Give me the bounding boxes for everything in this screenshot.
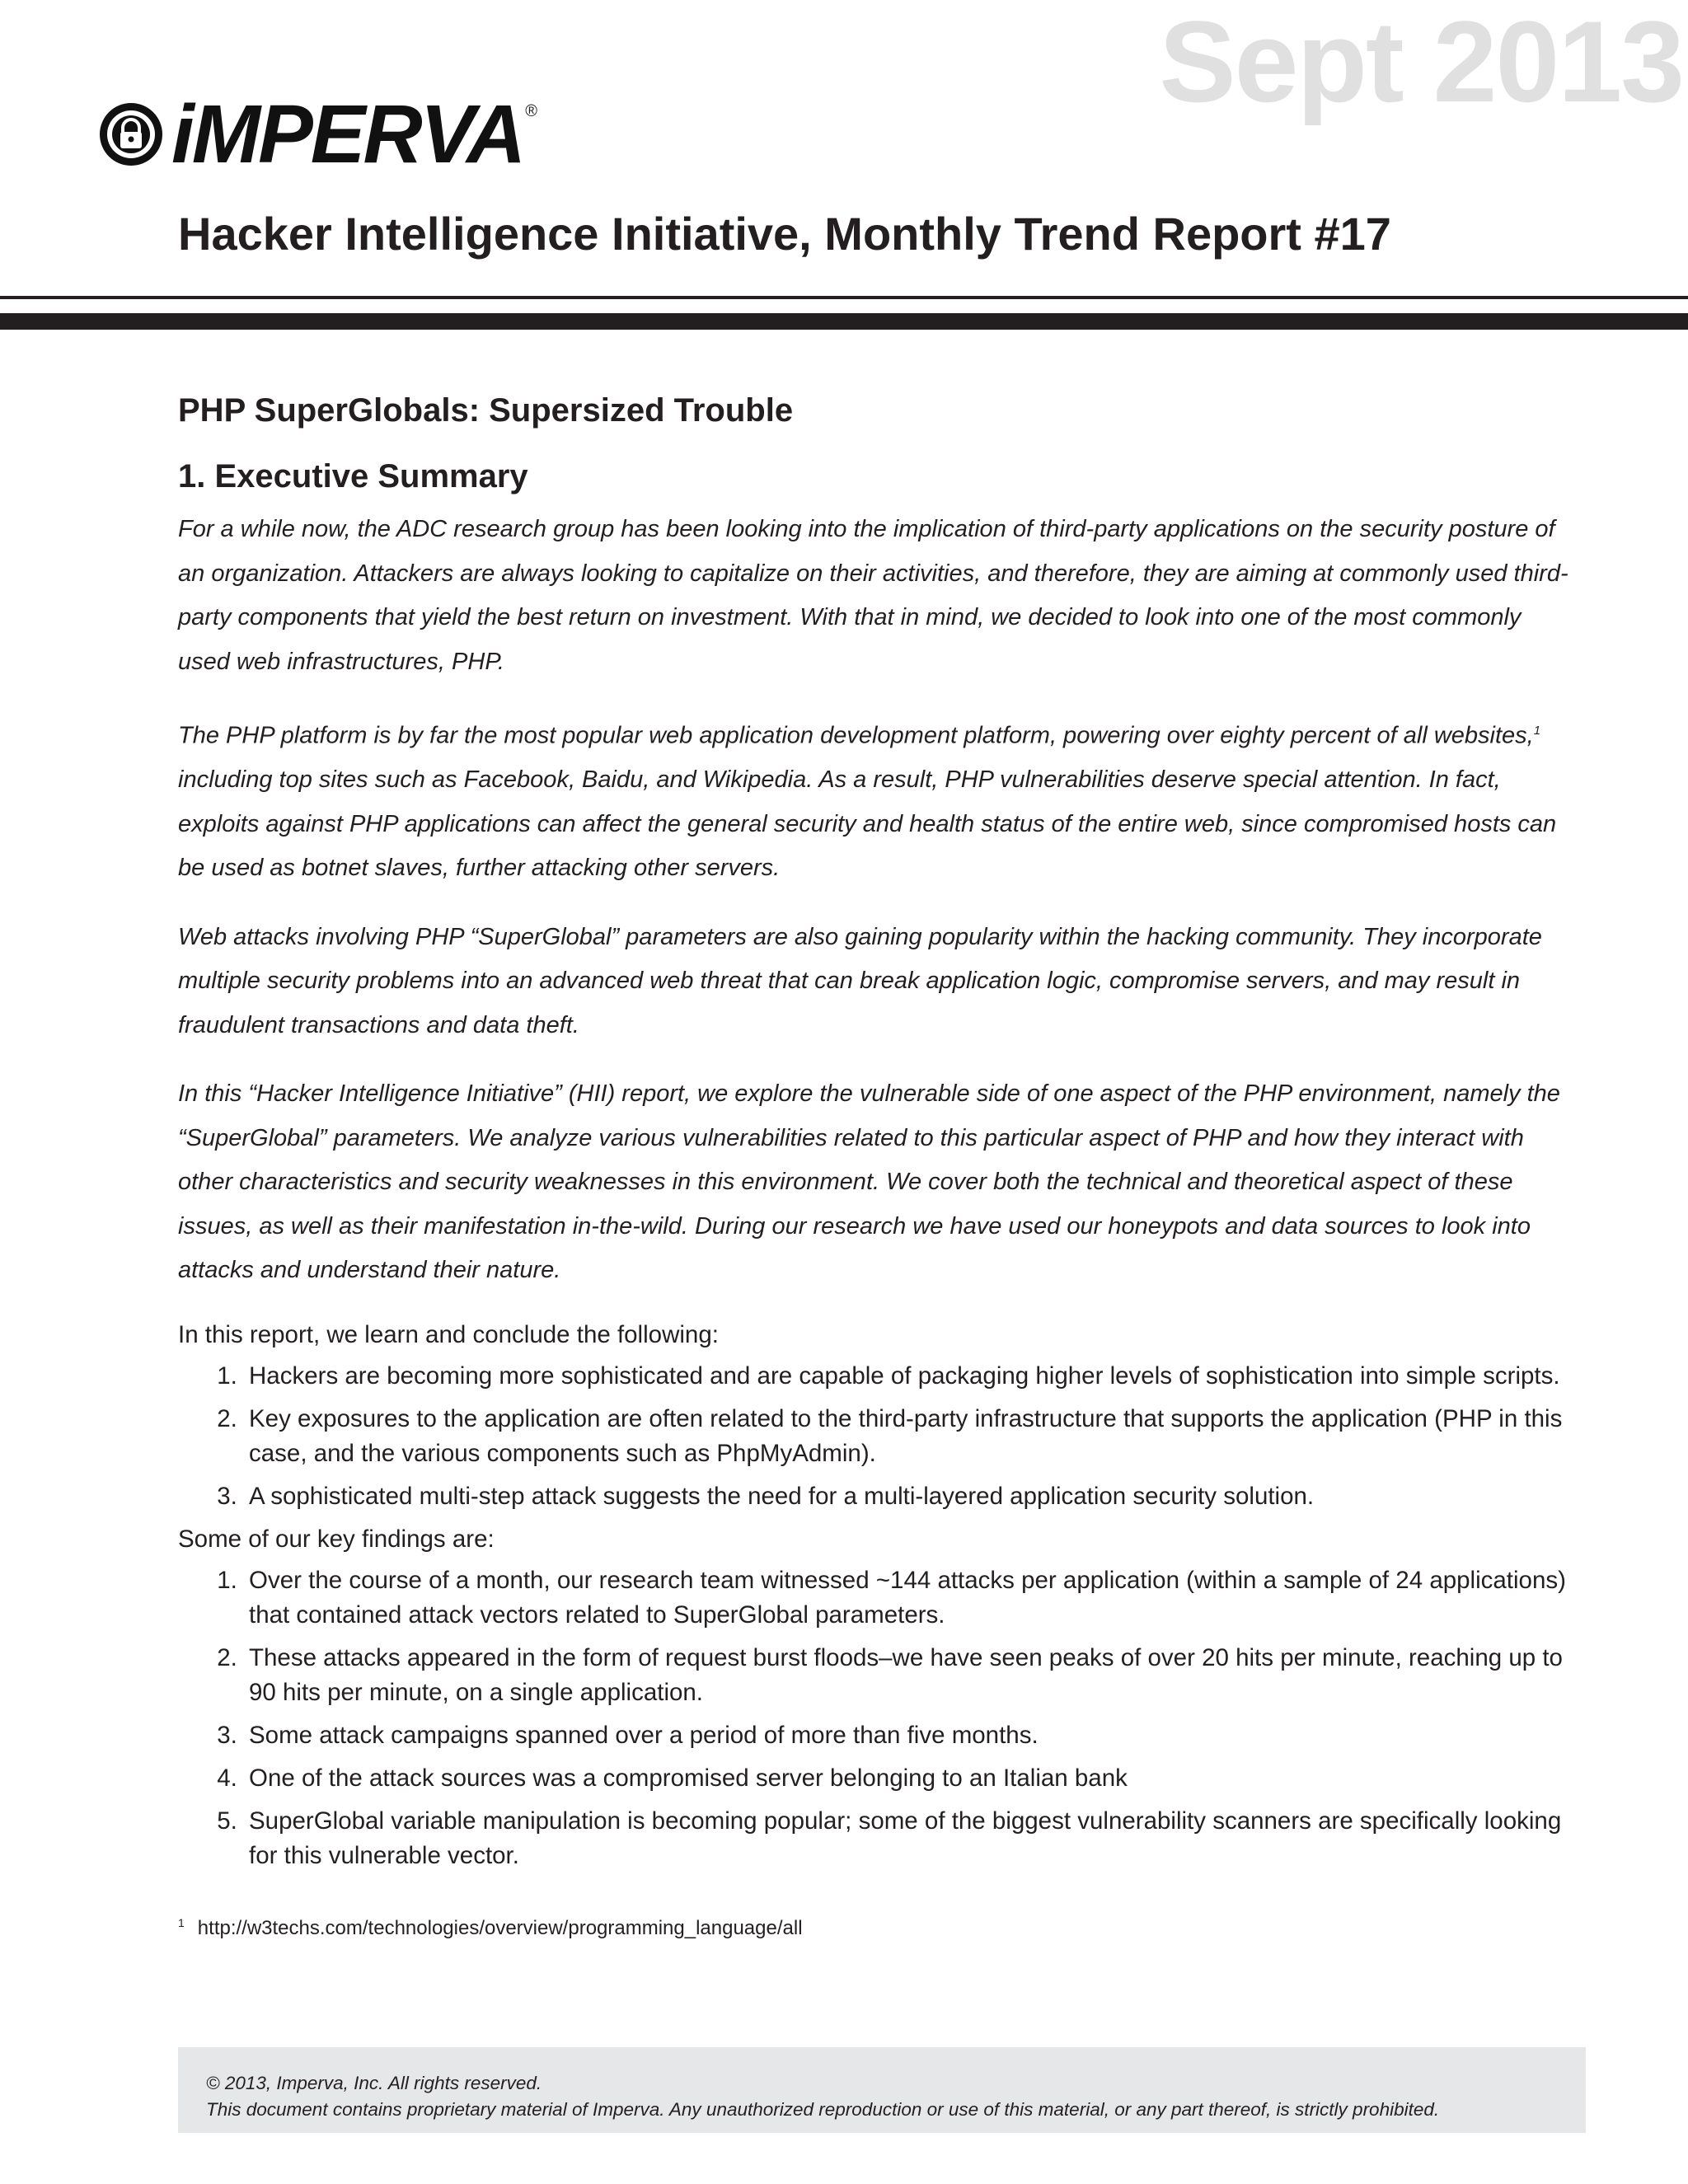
findings-list xyxy=(178,1563,1579,1873)
list-item: 1. Hackers are becoming more sophisticated and are capable of packaging higher levels of sophistication into simple scripts. xyxy=(244,1359,1579,1394)
list-item: 3. Some attack campaigns spanned over a period of more than five months. xyxy=(244,1718,1579,1753)
summary-paragraph-4: In this “Hacker Intelligence Initiative” (HII) report, we explore the vulnerable side of one aspect of the PHP environment, namely the “SuperGlobal” parameters. We analyze various vulnerabilities related to this particular aspect of PHP and how they interact with other characteristics and security weaknesses in this environment. We cover both the technical and theoretical aspect of these issues, as well as their manifestation in-the-wild. During our research we have used our honeypots and data sources to look into attacks and understand their nature. xyxy=(178,1080,1560,1284)
copyright-box xyxy=(178,2047,1586,2133)
header-divider-thin xyxy=(0,296,1688,299)
conclusions-list xyxy=(178,1359,1579,1514)
list-item: 5. SuperGlobal variable manipulation is becoming popular; some of the biggest vulnerability scanners are specifically looking for this vulnerable vector. xyxy=(244,1804,1579,1873)
date-watermark: Sept 2013 xyxy=(1159,0,1683,126)
copyright-line: © 2013, Imperva, Inc. All rights reserved. xyxy=(206,2073,542,2093)
section-heading: 1. Executive Summary xyxy=(178,458,528,494)
footnote-ref: 1 xyxy=(1533,724,1541,738)
footnote-number: 1 xyxy=(178,1915,185,1929)
imperva-lock-icon xyxy=(97,101,165,168)
conclusions-intro: In this report, we learn and conclude the following: xyxy=(178,1320,719,1348)
main-content xyxy=(178,387,1579,1942)
findings-intro: Some of our key findings are: xyxy=(178,1525,495,1553)
document-title: PHP SuperGlobals: Supersized Trouble xyxy=(178,392,794,429)
registered-mark: ® xyxy=(525,101,537,120)
logo-wordmark: iMPERVA xyxy=(171,88,524,180)
list-item: 3. A sophisticated multi-step attack suggests the need for a multi-layered application security solution. xyxy=(244,1479,1579,1514)
proprietary-notice: This document contains proprietary material of Imperva. Any unauthorized reproduction or use of this material, or any part thereof, is strictly prohibited. xyxy=(206,2099,1440,2120)
list-item: 2. These attacks appeared in the form of request burst floods–we have seen peaks of over 20 hits per minute, reaching up to 90 hits per minute, on a single application. xyxy=(244,1641,1579,1710)
footnote xyxy=(178,1910,1579,1942)
list-item: 4. One of the attack sources was a compromised server belonging to an Italian bank xyxy=(244,1761,1579,1796)
summary-paragraph-2: The PHP platform is by far the most popular web application development platform, powering over eighty percent of all websites,$^1$ including top sites such as Facebook, Baidu, and Wikipedia. As a result, PHP vulnerabilities deserve special attention. In fact, exploits against PHP applications can affect the general security and health status of the entire web, since compromised hosts can be used as botnet slaves, further attacking other servers. xyxy=(178,722,1557,882)
header-divider-thick xyxy=(0,313,1688,330)
list-item: 1. Over the course of a month, our research team witnessed ~144 attacks per application (within a sample of 24 applications) that contained attack vectors related to SuperGlobal parameters. xyxy=(244,1563,1579,1633)
footnote-link[interactable]: http://w3techs.com/technologies/overview/programming_language/all xyxy=(197,1916,803,1939)
summary-paragraph-3: Web attacks involving PHP “SuperGlobal” parameters are also gaining popularity within the hacking community. They incorporate multiple security problems into an advanced web threat that can break application logic, compromise servers, and may result in fraudulent transactions and data theft. xyxy=(178,923,1542,1038)
summary-paragraph-1: For a while now, the ADC research group has been looking into the implication of third-party applications on the security posture of an organization. Attackers are always looking to capitalize on their activities, and therefore, they are aiming at commonly used third-party components that yield the best return on investment. With that in mind, we decided to look into one of the most commonly used web infrastructures, PHP. xyxy=(178,516,1568,675)
list-item: 2. Key exposures to the application are often related to the third-party infrastructure that supports the application (PHP in this case, and the various components such as PhpMyAdmin). xyxy=(244,1402,1579,1471)
imperva-logo xyxy=(97,88,537,180)
report-title: Hacker Intelligence Initiative, Monthly Trend Report #17 xyxy=(178,208,1391,260)
